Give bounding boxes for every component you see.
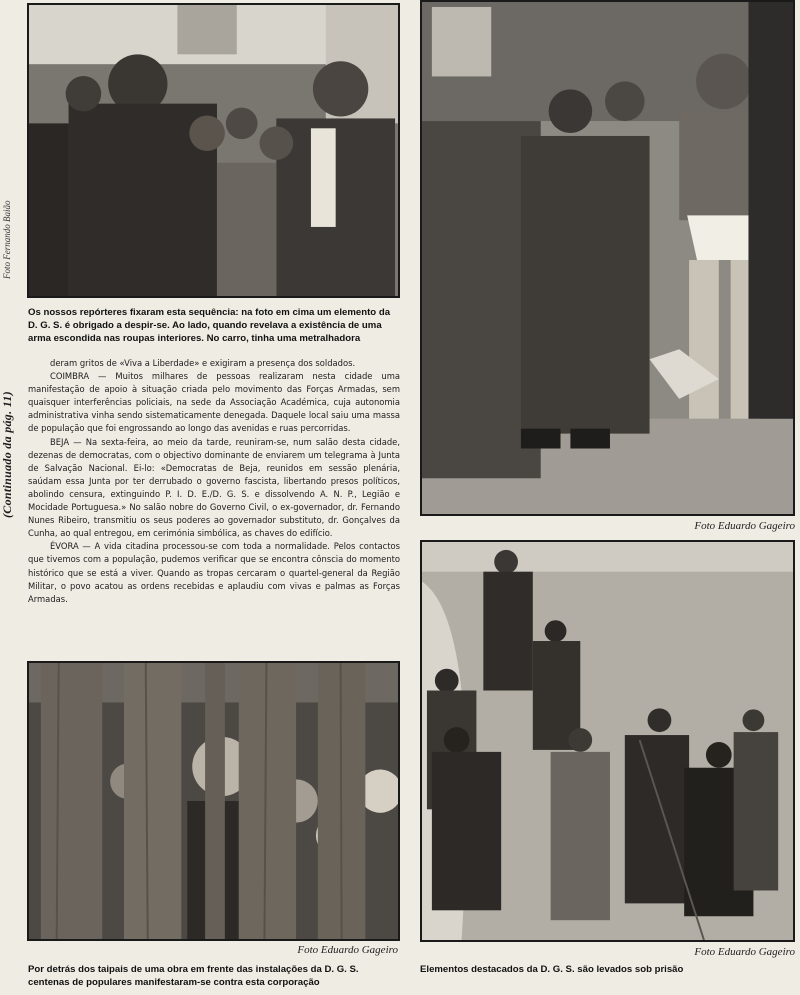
photo-credit-bottom-left: Foto Eduardo Gageiro: [297, 944, 398, 956]
article-paragraph: BEJA — Na sexta-feira, ao meio da tarde, reuniram-se, num salão desta cidade, dezenas de democratas, com o objectivo dominante de enviarem um telegrama à Junta de Salvação Nacional. Ei-lo: «Democratas de Beja, reunidos em sessão plenária, saúdam essa Junta por ter derrubado o governo fascista, libertando presos políticos, abolindo censura, extinguindo P. I. D. E./D. G. S. e dissolvendo A. N. P., Legião e Mocidade Portuguesa.» No salão nobre do Governo Civil, o ex-governador, dr. Fernando Nunes Ribeiro, transmitiu os seus poderes ao governador substituto, dr. Gonçalves da Cunha, ao qual entregou, em cerimónia simbólica, as chaves do edifício.: [28, 436, 400, 539]
photo-agents-under-arrest: [420, 540, 795, 942]
photo-crowd-dgs-agent: [27, 3, 400, 298]
continued-from-page-note: (Continuado da pág. 11): [0, 391, 14, 519]
caption-bottom-right: Elementos destacados da D. G. S. são levados sob prisão: [420, 964, 684, 975]
article-paragraph: ÉVORA — A vida citadina processou-se com toda a normalidade. Pelos contactos que tivemos com a população, pudemos verificar que se encontra cônscia do momento histórico que se está a viver. Quando as tropas cercaram o quartel-general da Região Militar, o povo acatou as ordens recebidas e aplaudiu com vivas e palmas as Forças Armadas.: [28, 541, 400, 604]
photo-credit-top-right: Foto Eduardo Gageiro: [694, 520, 795, 532]
photo-crowd-behind-fence: [27, 661, 400, 941]
caption-bottom-left: Por detrás dos taipais de uma obra em frente das instalações da D. G. S. centenas de populares manifestaram-se contra esta corporação: [28, 964, 359, 988]
photo-credit-bottom-right: Foto Eduardo Gageiro: [694, 946, 795, 958]
photo-credit-vertical: Foto Fernando Baião: [2, 200, 12, 280]
article-paragraph: COIMBRA — Muitos milhares de pessoas realizaram nesta cidade uma manifestação de apoio à situação criada pelo movimento das Forças Armadas, sem quaisquer interferências policiais, na sede da Associação Académica, cuja autonomia administrativa vinha sendo sistematicamente denegada. Daquele local saiu uma massa de população que foi engrossando ao longo das avenidas e ruas percorridas.: [28, 371, 400, 434]
article-paragraph: deram gritos de «Viva a Liberdade» e exigiram a presença dos soldados.: [50, 358, 356, 368]
caption-top-left: Os nossos repórteres fixaram esta sequência: na foto em cima um elemento da D. G. S. é obrigado a despir-se. Ao lado, quando revelava a existência de uma arma escondida nas roupas interiores. No carro, tinha uma metralhadora: [28, 307, 391, 344]
article-body: [28, 357, 400, 606]
photo-agent-undressing: [420, 0, 795, 516]
